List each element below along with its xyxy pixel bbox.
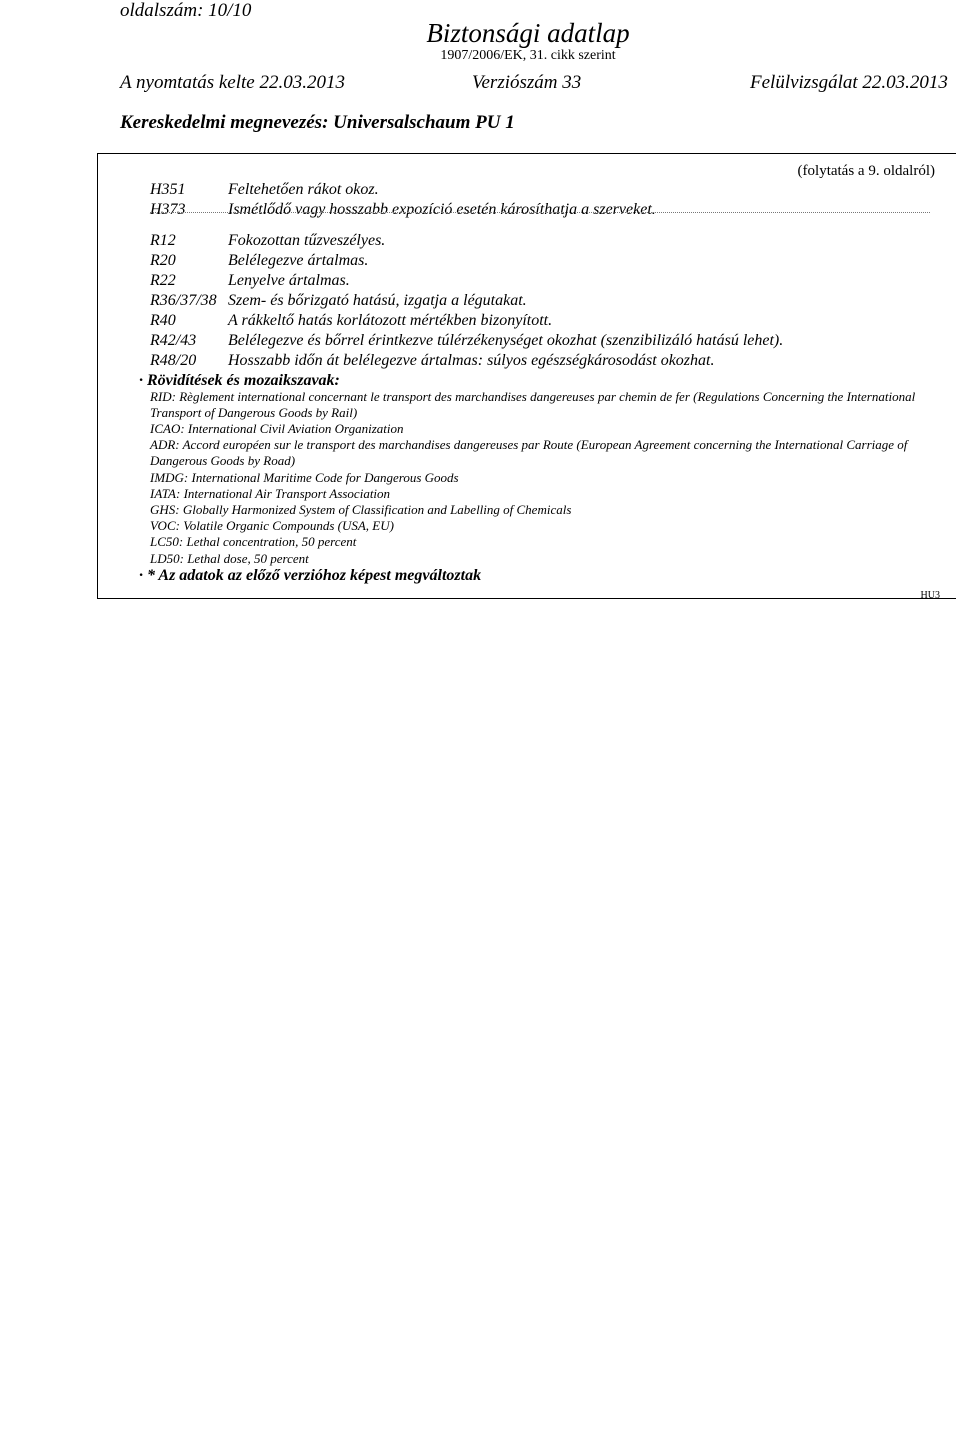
r-phrase-code: R22 [150, 272, 176, 289]
r-phrase-code: R40 [150, 312, 176, 329]
continuation-note: (folytatás a 9. oldalról) [797, 163, 935, 179]
abbreviation-item: GHS: Globally Harmonized System of Classification and Labelling of Chemicals [150, 502, 572, 517]
r-phrase-text: Belélegezve ártalmas. [228, 252, 369, 269]
r-phrase-text: Belélegezve és bőrrel érintkezve túlérzékenységet okozhat (szenzibilizáló hatású lehet). [228, 332, 784, 349]
document-title: Biztonsági adatlap [426, 18, 630, 48]
trade-name: Kereskedelmi megnevezés: Universalschaum PU 1 [120, 112, 515, 133]
version-number: Verziószám 33 [472, 72, 582, 93]
dotted-separator [150, 212, 930, 213]
r-phrase-text: Hosszabb időn át belélegezve ártalmas: súlyos egészségkárosodást okozhat. [228, 352, 715, 369]
language-code: HU3 [920, 590, 940, 601]
print-date: A nyomtatás kelte 22.03.2013 [120, 72, 345, 93]
change-note: · * Az adatok az előző verzióhoz képest megváltoztak [139, 567, 482, 584]
h-statement-text: Feltehetően rákot okoz. [228, 181, 379, 198]
abbreviation-item: ADR: Accord européen sur le transport des marchandises dangereuses par Route (European Agreement concerning the International Carriage of Dangerous Goods by Road) [150, 437, 908, 469]
r-phrase-code: R12 [150, 232, 176, 249]
h-statement-code: H373 [150, 201, 186, 218]
abbreviation-item: LC50: Lethal concentration, 50 percent [150, 534, 357, 549]
r-phrase-code: R20 [150, 252, 176, 269]
abbreviation-item: VOC: Volatile Organic Compounds (USA, EU) [150, 518, 394, 533]
r-phrase-text: Szem- és bőrizgató hatású, izgatja a légutakat. [228, 292, 527, 309]
r-phrase-code: R48/20 [150, 352, 197, 369]
abbreviation-item: LD50: Lethal dose, 50 percent [150, 551, 309, 566]
h-statement-code: H351 [150, 181, 186, 198]
document-subtitle: 1907/2006/EK, 31. cikk szerint [440, 48, 616, 63]
h-statement-text: Ismétlődő vagy hosszabb expozíció esetén károsíthatja a szerveket. [228, 201, 656, 218]
abbreviations-heading: · Rövidítések és mozaikszavak: [139, 372, 340, 389]
abbreviation-item: ICAO: International Civil Aviation Organization [150, 421, 404, 436]
r-phrase-code: R36/37/38 [150, 292, 217, 309]
page-number: oldalszám: 10/10 [120, 0, 252, 21]
abbreviation-item: IATA: International Air Transport Association [150, 486, 391, 501]
r-phrase-text: A rákkeltő hatás korlátozott mértékben bizonyított. [228, 312, 553, 329]
abbreviation-item: IMDG: International Maritime Code for Dangerous Goods [150, 470, 459, 485]
r-phrase-text: Fokozottan tűzveszélyes. [228, 232, 386, 249]
abbreviation-item: RID: Règlement international concernant le transport des marchandises dangereuses par chemin de fer (Regulations Concerning the International Transport of Dangerous Goods by Rail) [150, 389, 916, 421]
r-phrase-code: R42/43 [150, 332, 197, 349]
r-phrase-text: Lenyelve ártalmas. [228, 272, 350, 289]
review-date: Felülvizsgálat 22.03.2013 [750, 72, 948, 93]
